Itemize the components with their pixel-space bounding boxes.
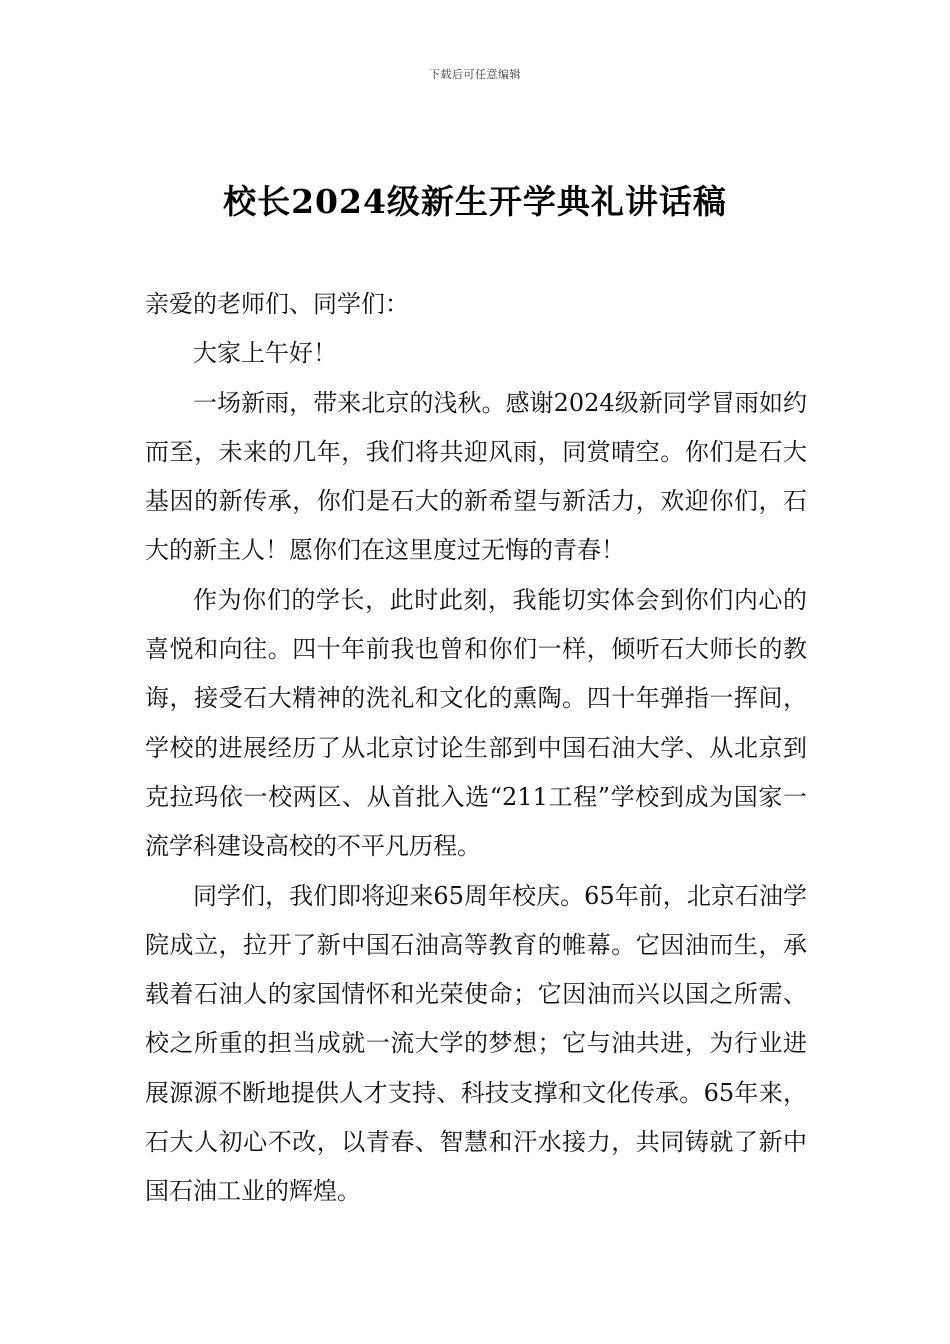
greeting: 大家上午好！ [193, 339, 337, 368]
document-body [145, 280, 807, 1217]
paragraph-welcome: 一场新雨，带来北京的浅秋。感谢2024级新同学冒雨如约而至，未来的几年，我们将共迎风雨，同赏晴空。你们是石大基因的新传承，你们是石大的新希望与新活力，欢迎你们，石大的新主人！愿你们在这里度过无悔的青春！ [145, 388, 807, 565]
header-note: 下载后可任意编辑 [429, 68, 521, 81]
salutation: 亲爱的老师们、同学们： [145, 290, 409, 318]
paragraph-history: 作为你们的学长，此时此刻，我能切实体会到你们内心的喜悦和向往。四十年前我也曾和你们一样，倾听石大师长的教诲，接受石大精神的洗礼和文化的熏陶。四十年弹指一挥间，学校的进展经历了从北京讨论生部到中国石油大学、从北京到克拉玛依一校两区、从首批入选“211工程”学校到成为国家一流学科建设高校的不平凡历程。 [145, 585, 807, 861]
document-title: 校长2024级新生开学典礼讲话稿 [223, 182, 727, 221]
paragraph-anniversary: 同学们，我们即将迎来65周年校庆。65年前，北京石油学院成立，拉开了新中国石油高等教育的帷幕。它因油而生，承载着石油人的家国情怀和光荣使命；它因油而兴以国之所需、校之所重的担当成就一流大学的梦想；它与油共进，为行业进展源源不断地提供人才支持、科技支撑和文化传承。65年来，石大人初心不改，以青春、智慧和汗水接力，共同铸就了新中国石油工业的辉煌。 [145, 881, 807, 1206]
